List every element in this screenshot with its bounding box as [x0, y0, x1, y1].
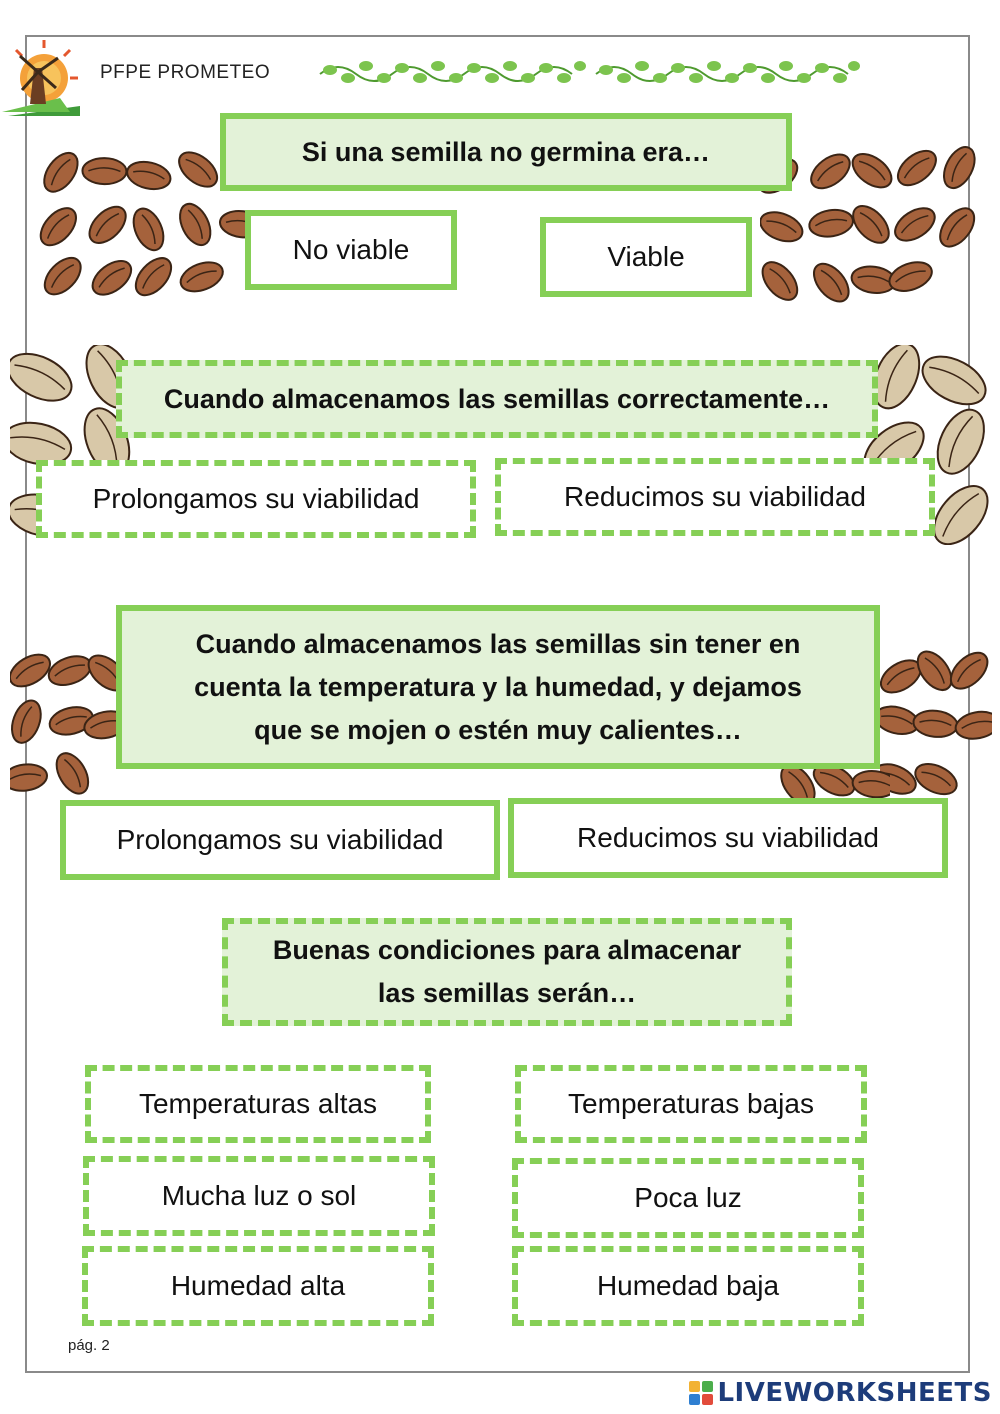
answer-label: Prolongamos su viabilidad	[92, 483, 420, 514]
answer-prolongamos-2[interactable]	[36, 460, 476, 538]
answer-poca-luz[interactable]	[512, 1158, 864, 1238]
seed-icon	[128, 204, 170, 255]
answer-label: Humedad alta	[170, 1270, 346, 1301]
seed-icon	[944, 650, 992, 695]
answer-reducimos-3[interactable]	[508, 798, 948, 878]
seed-icon	[928, 402, 990, 481]
answer-no-viable[interactable]	[245, 210, 457, 290]
answer-label: Prolongamos su viabilidad	[116, 824, 444, 855]
question-1-text: Si una semilla no germina era…	[301, 136, 711, 167]
answer-temperaturas-bajas[interactable]	[515, 1065, 867, 1143]
answer-label: Reducimos su viabilidad	[564, 481, 866, 512]
green-vine-border-icon	[318, 52, 586, 88]
seed-icon	[807, 207, 855, 240]
seed-icon	[889, 202, 940, 248]
question-2-text: Cuando almacenamos las semillas correctamente…	[163, 383, 831, 414]
seed-icon	[38, 202, 83, 252]
answer-prolongamos-3[interactable]	[60, 800, 500, 880]
liveworksheets-icon	[689, 1381, 713, 1405]
seed-icon	[911, 758, 962, 800]
seed-cluster-icon	[10, 650, 130, 800]
seed-icon	[129, 252, 178, 302]
green-vine-border-icon	[594, 52, 860, 88]
seed-icon	[45, 651, 95, 690]
seed-cluster-icon	[760, 145, 982, 305]
seed-icon	[953, 708, 992, 742]
answer-label: Viable	[607, 241, 685, 272]
answer-mucha-luz[interactable]	[83, 1156, 435, 1236]
windmill-sun-logo-icon	[0, 38, 82, 118]
seed-cluster-icon	[880, 650, 992, 800]
seed-icon	[933, 202, 981, 253]
seed-icon	[86, 254, 137, 301]
answer-reducimos-2[interactable]	[495, 458, 935, 536]
answer-label: Mucha luz o sol	[161, 1180, 357, 1211]
answer-humedad-alta[interactable]	[82, 1246, 434, 1326]
seed-icon	[82, 158, 126, 185]
question-3-line: cuenta la temperatura y la humedad, y dejamos	[194, 671, 802, 702]
answer-label: No viable	[292, 234, 410, 265]
brand-name: LIVEWORKSHEETS	[717, 1378, 992, 1408]
seed-icon	[938, 145, 981, 193]
seed-icon	[851, 769, 890, 799]
question-2-box	[116, 360, 878, 438]
question-4-line: Buenas condiciones para almacenar	[272, 935, 742, 965]
seed-icon	[10, 697, 46, 747]
seed-icon	[892, 145, 943, 192]
seed-icon	[10, 345, 79, 410]
question-1-box	[220, 113, 792, 191]
seed-icon	[177, 257, 227, 297]
seed-icon	[807, 257, 855, 305]
school-name: PFPE PROMETEO	[100, 62, 271, 83]
seed-icon	[915, 347, 990, 414]
answer-humedad-baja[interactable]	[512, 1246, 864, 1326]
seed-icon	[886, 257, 936, 296]
answer-temperaturas-altas[interactable]	[85, 1065, 431, 1143]
answer-label: Temperaturas altas	[138, 1088, 378, 1119]
question-3-line: que se mojen o estén muy calientes…	[254, 714, 742, 745]
page-number: pág. 2	[68, 1337, 110, 1354]
seed-icon	[10, 762, 49, 793]
seed-icon	[174, 199, 217, 250]
seed-icon	[124, 158, 173, 193]
question-4-box	[222, 918, 792, 1026]
liveworksheets-logo[interactable]	[689, 1378, 992, 1408]
seed-icon	[760, 256, 804, 305]
answer-label: Reducimos su viabilidad	[577, 822, 879, 853]
answer-label: Poca luz	[634, 1182, 742, 1213]
seed-icon	[846, 199, 895, 249]
seed-icon	[173, 146, 224, 194]
seed-icon	[83, 200, 132, 249]
seed-icon	[50, 748, 95, 799]
seed-icon	[847, 147, 898, 194]
seed-icon	[760, 207, 807, 247]
seed-icon	[805, 148, 856, 195]
answer-viable[interactable]	[540, 217, 752, 297]
seed-icon	[38, 251, 87, 301]
answer-label: Temperaturas bajas	[568, 1088, 814, 1119]
question-3-box	[116, 605, 880, 769]
question-4-line: las semillas serán…	[377, 978, 637, 1008]
answer-label: Humedad baja	[596, 1270, 780, 1301]
seed-icon	[912, 709, 958, 739]
question-3-line: Cuando almacenamos las semillas sin tener en	[195, 628, 801, 659]
seed-icon	[38, 147, 84, 198]
